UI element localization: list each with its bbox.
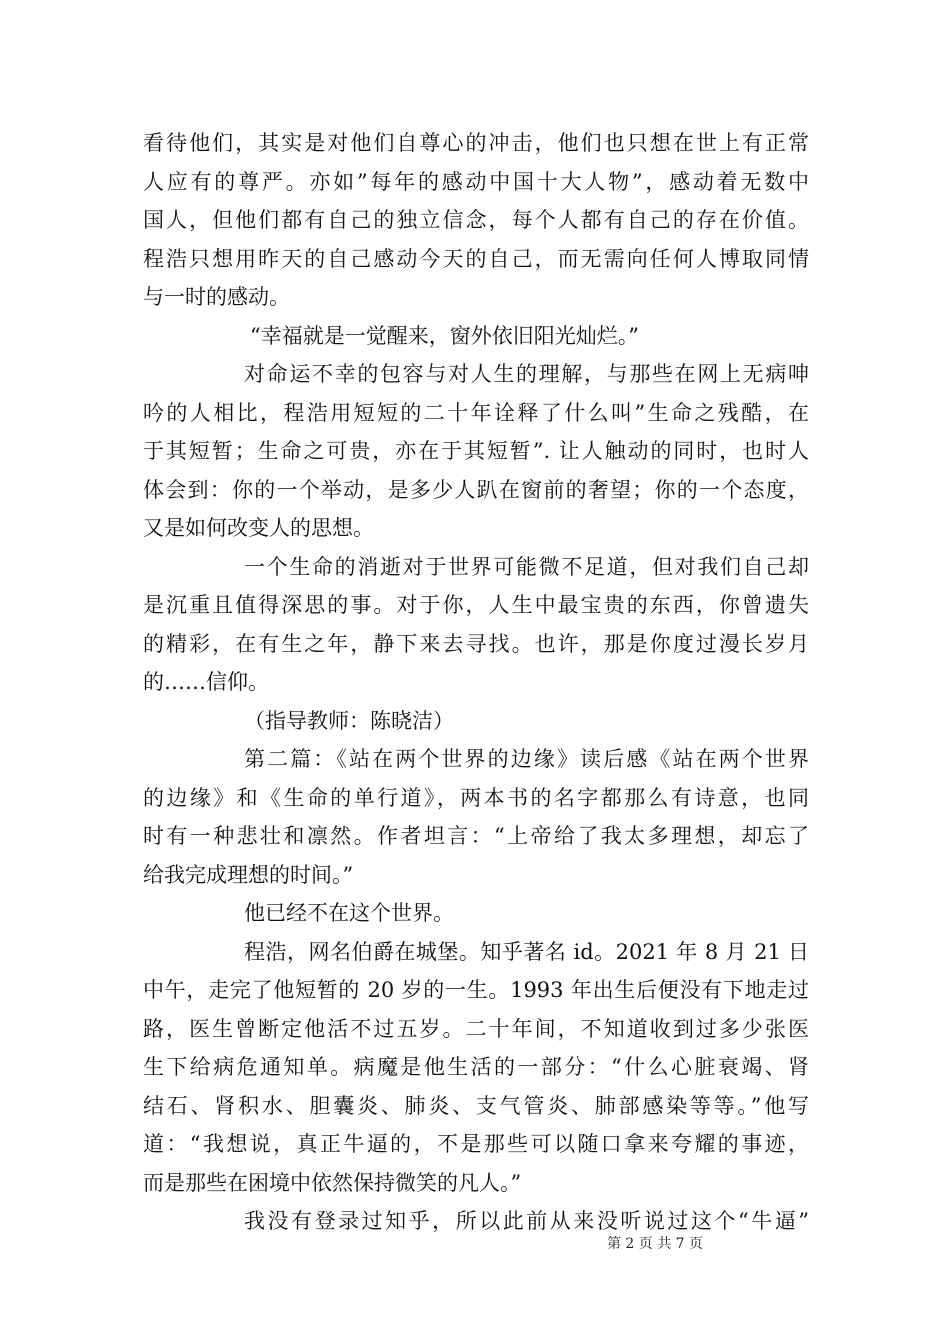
text-line: 吟的人相比，程浩用短短的二十年诠释了什么叫”生命之残酷，在 (143, 400, 809, 425)
text-line: 他已经不在这个世界。 (244, 901, 454, 925)
text-line: 体会到：你的一个举动，是多少人趴在窗前的奢望；你的一个态度， (143, 477, 809, 502)
quote-line: “幸福就是一觉醒来，窗外依旧阳光灿烂。” (250, 323, 639, 348)
text-line: 的……信仰。 (143, 670, 269, 694)
page-number: 第 2 页 共 7 页 (606, 1236, 704, 1252)
text-line: 程浩只想用昨天的自己感动今天的自己，而无需向任何人博取同情 (143, 246, 809, 271)
text-line: 与一时的感动。 (143, 285, 290, 309)
text-line: 人应有的尊严。亦如”每年的感动中国十大人物”，感动着无数中 (143, 169, 809, 194)
text-line: 结石、肾积水、胆囊炎、肺炎、支气管炎、肺部感染等等。”他写 (143, 1093, 809, 1118)
text-line: 我没有登录过知乎，所以此前从来没听说过这个“牛逼” (244, 1209, 809, 1233)
text-line: 又是如何改变人的思想。 (143, 516, 374, 540)
text-line: 程浩，网名伯爵在城堡。知乎著名 id。2021 年 8 月 21 日 (244, 939, 809, 964)
text-line: 路，医生曾断定他活不过五岁。二十年间，不知道收到过多少张医 (143, 1016, 809, 1041)
text-line: 的精彩，在有生之年，静下来去寻找。也许，那是你度过漫长岁月 (143, 631, 809, 656)
text-line: 生下给病危通知单。病魔是他生活的一部分：“什么心脏衰竭、肾 (143, 1055, 809, 1079)
text-line: 对命运不幸的包容与对人生的理解，与那些在网上无病呻 (244, 362, 809, 386)
text-line: 于其短暂；生命之可贵，亦在于其短暂”. 让人触动的同时，也时人 (143, 439, 809, 463)
page-footer (0, 1233, 950, 1253)
document-body (143, 124, 809, 1241)
text-line: 看待他们，其实是对他们自尊心的冲击，他们也只想在世上有正常 (143, 131, 809, 155)
text-line: 是沉重且值得深思的事。对于你，人生中最宝贵的东西，你曾遗失 (143, 593, 809, 617)
text-line: 中午，走完了他短暂的 20 岁的一生。1993 年出生后便没有下地走过 (143, 978, 809, 1002)
text-line: 给我完成理想的时间。” (143, 862, 354, 887)
text-line: 而是那些在困境中依然保持微笑的凡人。” (143, 1170, 522, 1195)
text-line: 道：“我想说，真正牛逼的，不是那些可以随口拿来夸耀的事迹， (143, 1132, 809, 1156)
text-line: 时有一种悲壮和凛然。作者坦言：“上帝给了我太多理想，却忘了 (143, 824, 809, 848)
text-line: 国人，但他们都有自己的独立信念，每个人都有自己的存在价值。 (143, 208, 809, 232)
instructor-note: （指导教师：陈晓洁） (244, 708, 454, 733)
text-line: 一个生命的消逝对于世界可能微不足道，但对我们自己却 (244, 554, 809, 579)
section-heading-line: 第二篇：《站在两个世界的边缘》读后感《站在两个世界 (244, 747, 809, 771)
text-line: 的边缘》和《生命的单行道》，两本书的名字都那么有诗意，也同 (143, 785, 809, 810)
